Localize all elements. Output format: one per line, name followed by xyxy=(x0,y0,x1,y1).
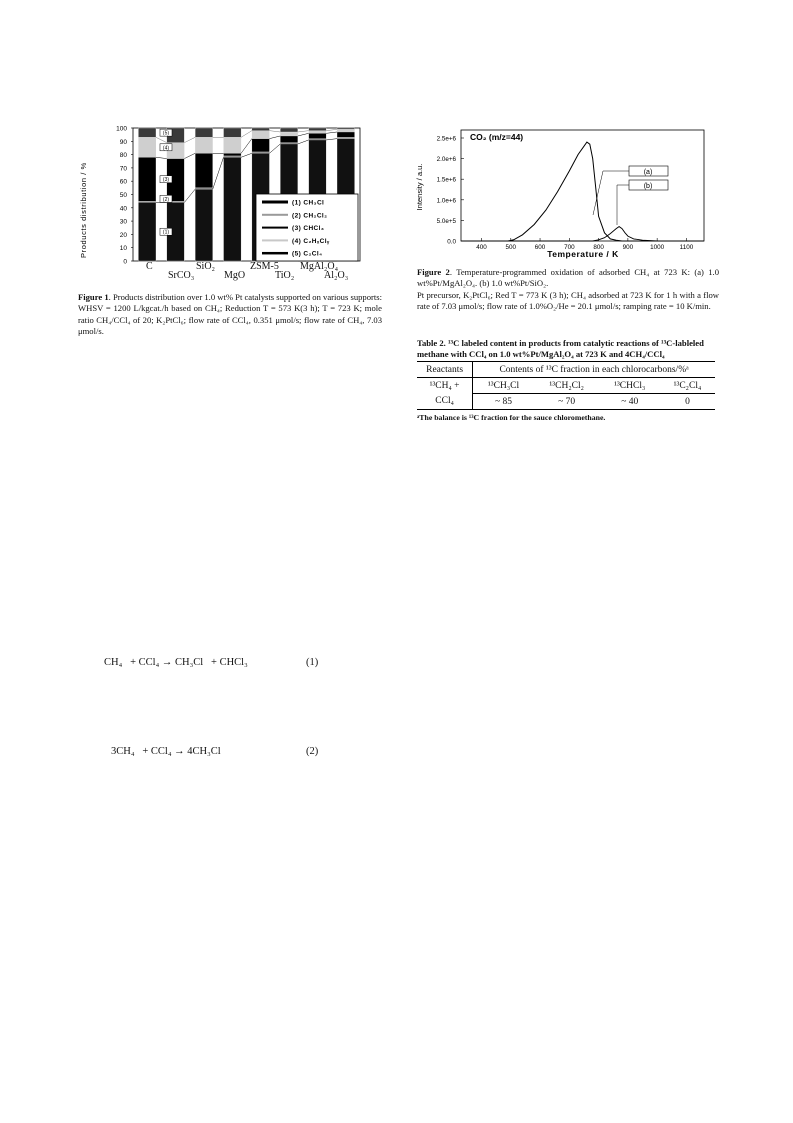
bar-connector xyxy=(213,157,224,189)
legend-entry: (5) C₂Cl₄ xyxy=(292,250,323,258)
xlabel-sio2: SiO₂ xyxy=(196,261,216,272)
xlabel-zsm5: ZSM-5 xyxy=(250,261,279,272)
ytick-label: 90 xyxy=(119,138,127,146)
bar-segment-3 xyxy=(280,136,298,143)
xlabel-c: C xyxy=(146,261,153,272)
reactant-1: ¹³CH₄ + xyxy=(417,378,473,394)
value-c2cl4: 0 xyxy=(660,394,715,410)
series-line-a xyxy=(461,142,704,241)
figure-1-caption-label: Figure 1 xyxy=(78,292,109,302)
bar-connector xyxy=(156,137,167,142)
legend-swatch xyxy=(262,214,288,216)
bar-connector xyxy=(298,133,309,136)
subheader-ch2cl2: ¹³CH₂Cl₂ xyxy=(549,380,584,391)
bar-segment-4 xyxy=(337,129,355,132)
xtick-label: 800 xyxy=(593,244,604,251)
legend-swatch xyxy=(262,227,288,229)
figure-2-caption-label: Figure 2 xyxy=(417,267,450,277)
bar-connector xyxy=(326,139,337,140)
bar-segment-5 xyxy=(138,128,156,137)
bar-connector xyxy=(184,153,195,158)
equation-2-number: (2) xyxy=(306,746,319,757)
header-contents: Contents of ¹³C fraction in each chlorocarbons/%ᵃ xyxy=(473,362,715,378)
table-header-row xyxy=(417,362,715,378)
bar-connector xyxy=(269,131,280,132)
bar-tag: (1) xyxy=(162,229,170,236)
ytick-label: 1.5e+6 xyxy=(436,176,456,184)
bar-connector xyxy=(298,140,309,144)
table-row xyxy=(417,394,715,410)
bar-segment-3 xyxy=(138,157,156,201)
ytick-label: 1.0e+6 xyxy=(436,197,456,205)
ytick-label: 5.0e+5 xyxy=(436,217,456,225)
xlabel-mgal2o4: MgAl₂O₄ xyxy=(300,261,339,272)
xlabel-al2o3: Al₂O₃ xyxy=(324,270,349,281)
bar-connector xyxy=(184,189,195,202)
subheader-ch3cl: ¹³CH₃Cl xyxy=(487,380,520,391)
equation-1: CH₄ + CCl₄ → CH₃Cl + CHCl₃ xyxy=(104,657,248,668)
subheader-chcl3: ¹³CHCl₃ xyxy=(614,380,646,391)
value-ch2cl2: ~ 70 xyxy=(534,394,600,410)
bar-connector xyxy=(241,131,252,138)
figure-2-chart xyxy=(413,125,713,260)
ytick-label: 2.5e+6 xyxy=(436,135,456,143)
ytick-label: 40 xyxy=(119,205,127,213)
bar-segment-2 xyxy=(337,137,355,138)
bar-segment-2 xyxy=(252,152,270,153)
figure-2-xlabel: Temperature / K xyxy=(547,249,619,259)
figure-2-yticks xyxy=(437,136,464,246)
table-row xyxy=(417,378,715,394)
bar-tag: (5) xyxy=(162,130,170,137)
series-line-b xyxy=(461,227,704,241)
figure-1-caption xyxy=(78,292,382,337)
header-reactants: Reactants xyxy=(417,362,473,378)
bar-segment-2 xyxy=(309,139,327,140)
equation-2: 3CH₄ + CCl₄ → 4CH₃Cl xyxy=(111,746,221,757)
subheader-c2cl4: ¹³C₂Cl₄ xyxy=(673,380,702,391)
ytick-label: 10 xyxy=(119,245,127,253)
xtick-label: 900 xyxy=(622,244,634,251)
bar-tag: (2) xyxy=(162,196,170,203)
bar-segment-1 xyxy=(195,189,213,261)
figure-1-xlabels-bottom xyxy=(78,270,370,282)
ytick-label: 30 xyxy=(119,218,127,226)
bar-segment-2 xyxy=(195,188,213,189)
figure-2-label-b: (b) xyxy=(643,183,653,190)
xlabel-tio2: TiO₂ xyxy=(275,270,295,281)
bar-tag: (4) xyxy=(162,145,170,152)
bar-connector xyxy=(269,144,280,153)
bar-segment-5 xyxy=(280,128,298,132)
figure-1-chart xyxy=(78,122,370,272)
xtick-label: 500 xyxy=(505,244,517,251)
bar-segment-2 xyxy=(138,201,156,202)
bar-segment-1 xyxy=(224,157,242,261)
bar-connector xyxy=(241,139,252,154)
ytick-label: 20 xyxy=(119,231,127,239)
figure-2-label-a: (a) xyxy=(643,169,653,176)
table-2-grid xyxy=(417,362,715,409)
bar-connector xyxy=(156,157,167,158)
table-2-footnote: ᵃThe balance is ¹³C fraction for the sauce chloromethane. xyxy=(417,413,606,422)
bar-connector xyxy=(241,153,252,157)
bar-tag: (3) xyxy=(162,177,170,184)
xlabel-srco3: SrCO₃ xyxy=(168,270,195,281)
bar-connector xyxy=(298,131,309,132)
bar-connector xyxy=(184,137,195,142)
figure-2-title: CO₂ (m/z=44) xyxy=(470,132,524,142)
bar-segment-4 xyxy=(280,132,298,136)
value-ch3cl: ~ 85 xyxy=(473,394,534,410)
figure-1-caption-text: . Products distribution over 1.0 wt% Pt catalysts supported on various supports: WHSV = 1200 L/kgcat./h based on CH₄; Reduction T = 573 K(3 h); T = 723 K; mole ratio CH₄/CCl₄ of 20; K₂PtCl₆; flow rate of CCl₄, 0.351 μmol/s; flow rate of CH₄, 7.03 μmol/s. xyxy=(78,292,382,336)
ytick-label: 100 xyxy=(116,125,127,133)
figure-2-caption-line1: . Temperature-programmed oxidation of adsorbed CH₄ at 723 K: (a) 1.0 wt%Pt/MgAl₂O₄. (b) 1.0 wt%Pt/SiO₂. xyxy=(417,267,719,289)
figure-2-caption xyxy=(417,267,719,312)
xtick-label: 700 xyxy=(564,244,575,251)
xtick-label: 1000 xyxy=(650,244,665,251)
bar-segment-4 xyxy=(309,131,327,134)
ytick-label: 60 xyxy=(119,178,127,186)
bar-segment-4 xyxy=(138,137,156,157)
bar-segment-2 xyxy=(280,143,298,144)
xtick-label: 1100 xyxy=(679,244,694,251)
table-2-caption: Table 2. ¹³C labeled content in products from catalytic reactions of ¹³C-lableled methane with CCl₄ on 1.0 wt%Pt/MgAl₂O₄ at 723 K and 4CH₄/CCl₄ xyxy=(417,338,704,359)
bar-segment-5 xyxy=(195,128,213,137)
ytick-label: 50 xyxy=(119,192,127,199)
reactant-2: CCl₄ xyxy=(417,394,473,410)
table-2 xyxy=(417,361,715,422)
bar-segment-2 xyxy=(224,156,242,157)
ytick-label: 70 xyxy=(119,165,127,173)
bar-connector xyxy=(269,136,280,139)
figure-1-ylabel: Products distribution / % xyxy=(79,162,88,258)
legend-entry: (4) C₂HₓClᵧ xyxy=(292,237,330,245)
bar-segment-5 xyxy=(309,128,327,131)
figure-1-yticks xyxy=(116,126,133,266)
bar-segment-3 xyxy=(224,153,242,156)
bar-segment-5 xyxy=(252,128,270,131)
legend-swatch xyxy=(262,252,288,255)
ytick-label: 0 xyxy=(123,258,127,266)
bar-segment-1 xyxy=(138,202,156,261)
bar-segment-5 xyxy=(337,128,355,129)
legend-entry: (1) CH₃Cl xyxy=(292,199,325,207)
figure-2-ylabel: Intensity / a.u. xyxy=(415,163,424,211)
figure-1-legend xyxy=(256,194,358,261)
bar-segment-4 xyxy=(252,131,270,139)
value-chcl3: ~ 40 xyxy=(599,394,659,410)
bar-segment-4 xyxy=(195,137,213,153)
legend-entry: (3) CHCl₃ xyxy=(292,225,325,233)
xlabel-mgo: MgO xyxy=(224,270,246,281)
bar-segment-3 xyxy=(309,133,327,138)
ytick-label: 80 xyxy=(119,152,127,160)
figure-1 xyxy=(78,122,370,281)
bar-connector xyxy=(326,132,337,133)
bar-segment-4 xyxy=(224,137,242,153)
bar-segment-3 xyxy=(337,132,355,137)
figure-2-caption-line2: Pt precursor, K₂PtCl₆; Red T = 773 K (3 h); CH₄ adsorbed at 723 K for 1 h with a flow rate of 7.03 μmol/s; flow rate of 1.0%O₂/He = 20.1 μmol/s; ramping rate = 10 K/min. xyxy=(417,289,719,311)
bar-segment-5 xyxy=(224,128,242,137)
figure-2 xyxy=(413,125,713,260)
bar-connector xyxy=(326,129,337,130)
figure-2-series xyxy=(461,142,704,241)
legend-swatch xyxy=(262,239,288,241)
equation-1-number: (1) xyxy=(306,657,319,668)
xtick-label: 600 xyxy=(534,244,546,251)
xtick-label: 400 xyxy=(476,244,487,251)
bar-segment-3 xyxy=(252,139,270,152)
ytick-label: 0.0 xyxy=(447,238,456,246)
ytick-label: 2.0e+6 xyxy=(436,156,456,164)
legend-entry: (2) CH₂Cl₂ xyxy=(292,212,328,220)
legend-swatch xyxy=(262,201,288,204)
bar-segment-3 xyxy=(195,153,213,188)
